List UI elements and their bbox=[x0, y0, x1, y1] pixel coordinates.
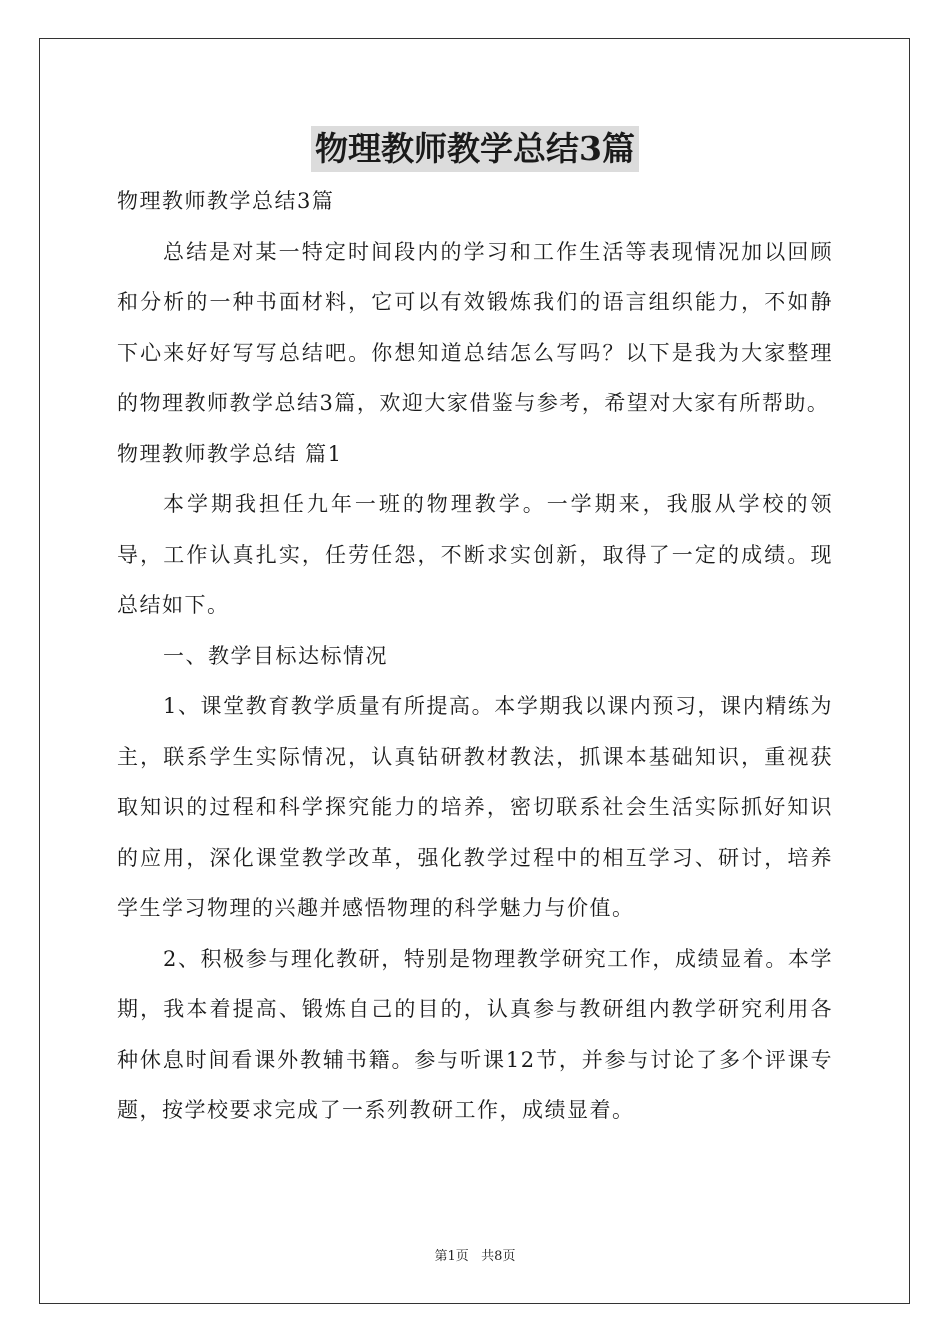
subheading-teaching-goals: 一、教学目标达标情况 bbox=[163, 643, 388, 668]
document-title: 物理教师教学总结3篇 bbox=[311, 126, 639, 172]
title-wrap bbox=[0, 126, 950, 172]
paragraph-body: 本学期我担任九年一班的物理教学。一学期来，我服从学校的领导，工作认真扎实，任劳任怨，不断求实创新，取得了一定的成绩。现总结如下。 bbox=[117, 492, 833, 617]
paragraph-point-2: 2、积极参与理化教研，特别是物理教学研究工作，成绩显着。本学期，我本着提高、锻炼自己的目的，认真参与教研组内教学研究利用各种休息时间看课外教辅书籍。参与听课12节，并参与讨论了多个评课专题，按学校要求完成了一系列教研工作，成绩显着。 bbox=[117, 946, 833, 1122]
paragraph-subtitle: 物理教师教学总结3篇 bbox=[117, 189, 335, 213]
paragraph-point-1: 1、课堂教育教学质量有所提高。本学期我以课内预习，课内精练为主，联系学生实际情况，认真钻研教材教法，抓课本基础知识，重视获取知识的过程和科学探究能力的培养，密切联系社会生活实际抓好知识的应用，深化课堂教学改革，强化教学过程中的相互学习、研讨，培养学生学习物理的兴趣并感悟物理的科学魅力与价值。 bbox=[117, 694, 833, 920]
document-body bbox=[117, 176, 833, 1136]
section-heading-1: 物理教师教学总结 篇1 bbox=[117, 441, 343, 466]
paragraph-intro: 总结是对某一特定时间段内的学习和工作生活等表现情况加以回顾和分析的一种书面材料，它可以有效锻炼我们的语言组织能力，不如静下心来好好写写总结吧。你想知道总结怎么写吗？以下是我为大家整理的物理教师教学总结3篇，欢迎大家借鉴与参考，希望对大家有所帮助。 bbox=[117, 239, 833, 415]
page-footer: 第1页 共8页 bbox=[434, 1249, 516, 1264]
